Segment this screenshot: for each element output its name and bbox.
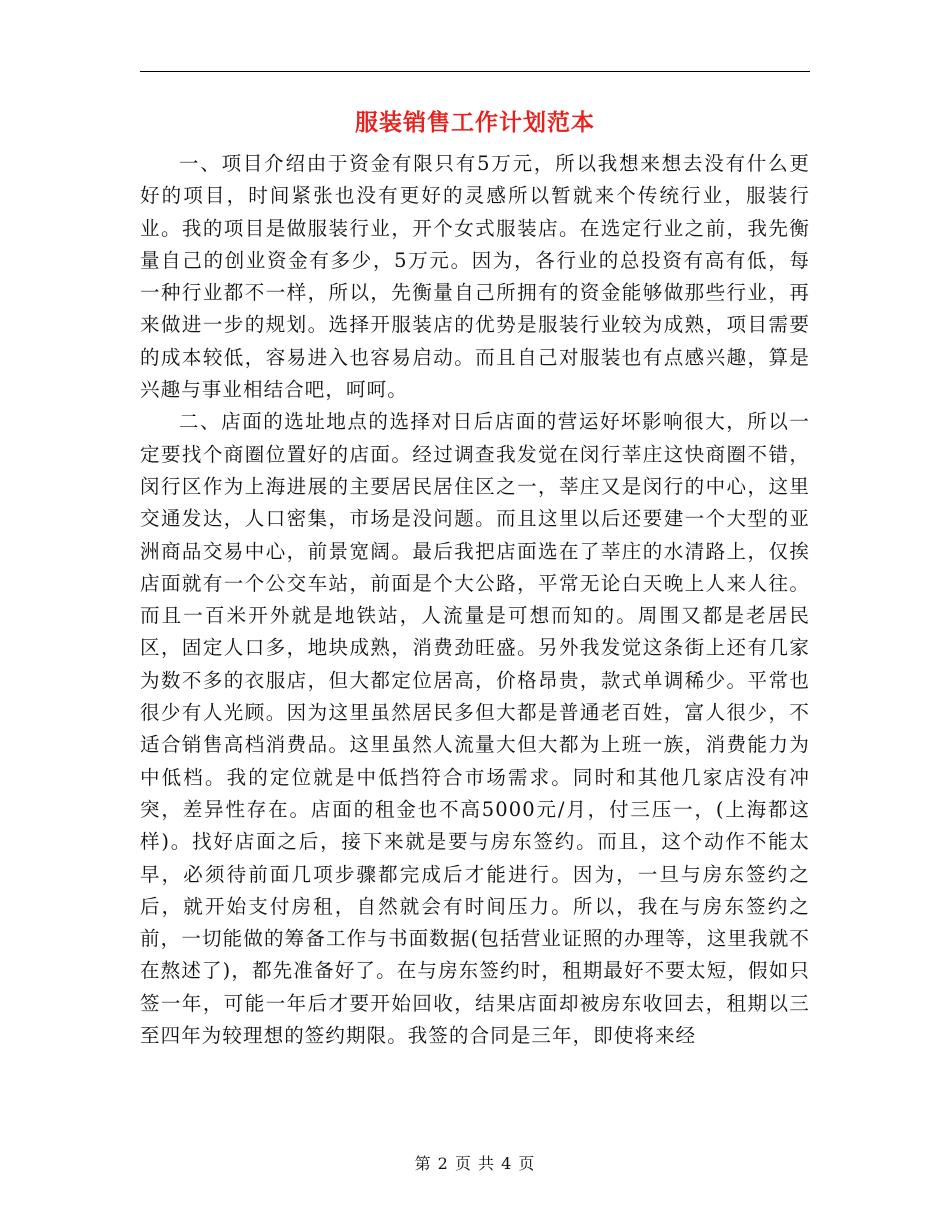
paragraph-store-location: 二、店面的选址地点的选择对日后店面的营运好坏影响很大，所以一定要找个商圈位置好的店面。经过调查我发觉在闵行莘庄这快商圈不错，闵行区作为上海进展的主要居民居住区之一，莘庄又是闵行的中心，这里交通发达，人口密集，市场是没问题。而且这里以后还要建一个大型的亚洲商品交易中心，前景宽阔。最后我把店面选在了莘庄的水清路上，仅挨店面就有一个公交车站，前面是个大公路，平常无论白天晚上人来人往。而且一百米开外就是地铁站，人流量是可想而知的。周围又都是老居民区，固定人口多，地块成熟，消费劲旺盛。另外我发觉这条街上还有几家为数不多的衣服店，但大都定位居高，价格昂贵，款式单调稀少。平常也很少有人光顾。因为这里虽然居民多但大都是普通老百姓，富人很少，不适合销售高档消费品。这里虽然人流量大但大都为上班一族，消费能力为中低档。我的定位就是中低挡符合市场需求。同时和其他几家店没有冲突，差异性存在。店面的租金也不高5000元/月，付三压一，(上海都这样)。找好店面之后，接下来就是要与房东签约。而且，这个动作不能太早，必须待前面几项步骤都完成后才能进行。因为，一旦与房东签约之后，就开始支付房租，自然就会有时间压力。所以，我在与房东签约之前，一切能做的筹备工作与书面数据(包括营业证照的办理等，这里我就不在熬述了)，都先准备好了。在与房东签约时，租期最好不要太短，假如只签一年，可能一年后才要开始回收，结果店面却被房东收回去，租期以三至四年为较理想的签约期限。我签的合同是三年，即使将来经 xyxy=(140,410,810,1048)
document-body xyxy=(140,148,810,1052)
document-title: 服装销售工作计划范本 xyxy=(355,109,595,136)
header-rule xyxy=(140,71,810,72)
page-number-footer: 第 2 页 共 4 页 xyxy=(414,1154,536,1173)
paragraph-project-intro: 一、项目介绍由于资金有限只有5万元，所以我想来想去没有什么更好的项目，时间紧张也没有更好的灵感所以暂就来个传统行业，服装行业。我的项目是做服装行业，开个女式服装店。在选定行业之前，我先衡量自己的创业资金有多少，5万元。因为，各行业的总投资有高有低，每一种行业都不一样，所以，先衡量自己所拥有的资金能够做那些行业，再来做进一步的规划。选择开服装店的优势是服装行业较为成熟，项目需要的成本较低，容易进入也容易启动。而且自己对服装也有点感兴趣，算是兴趣与事业相结合吧，呵呵。 xyxy=(140,152,810,402)
